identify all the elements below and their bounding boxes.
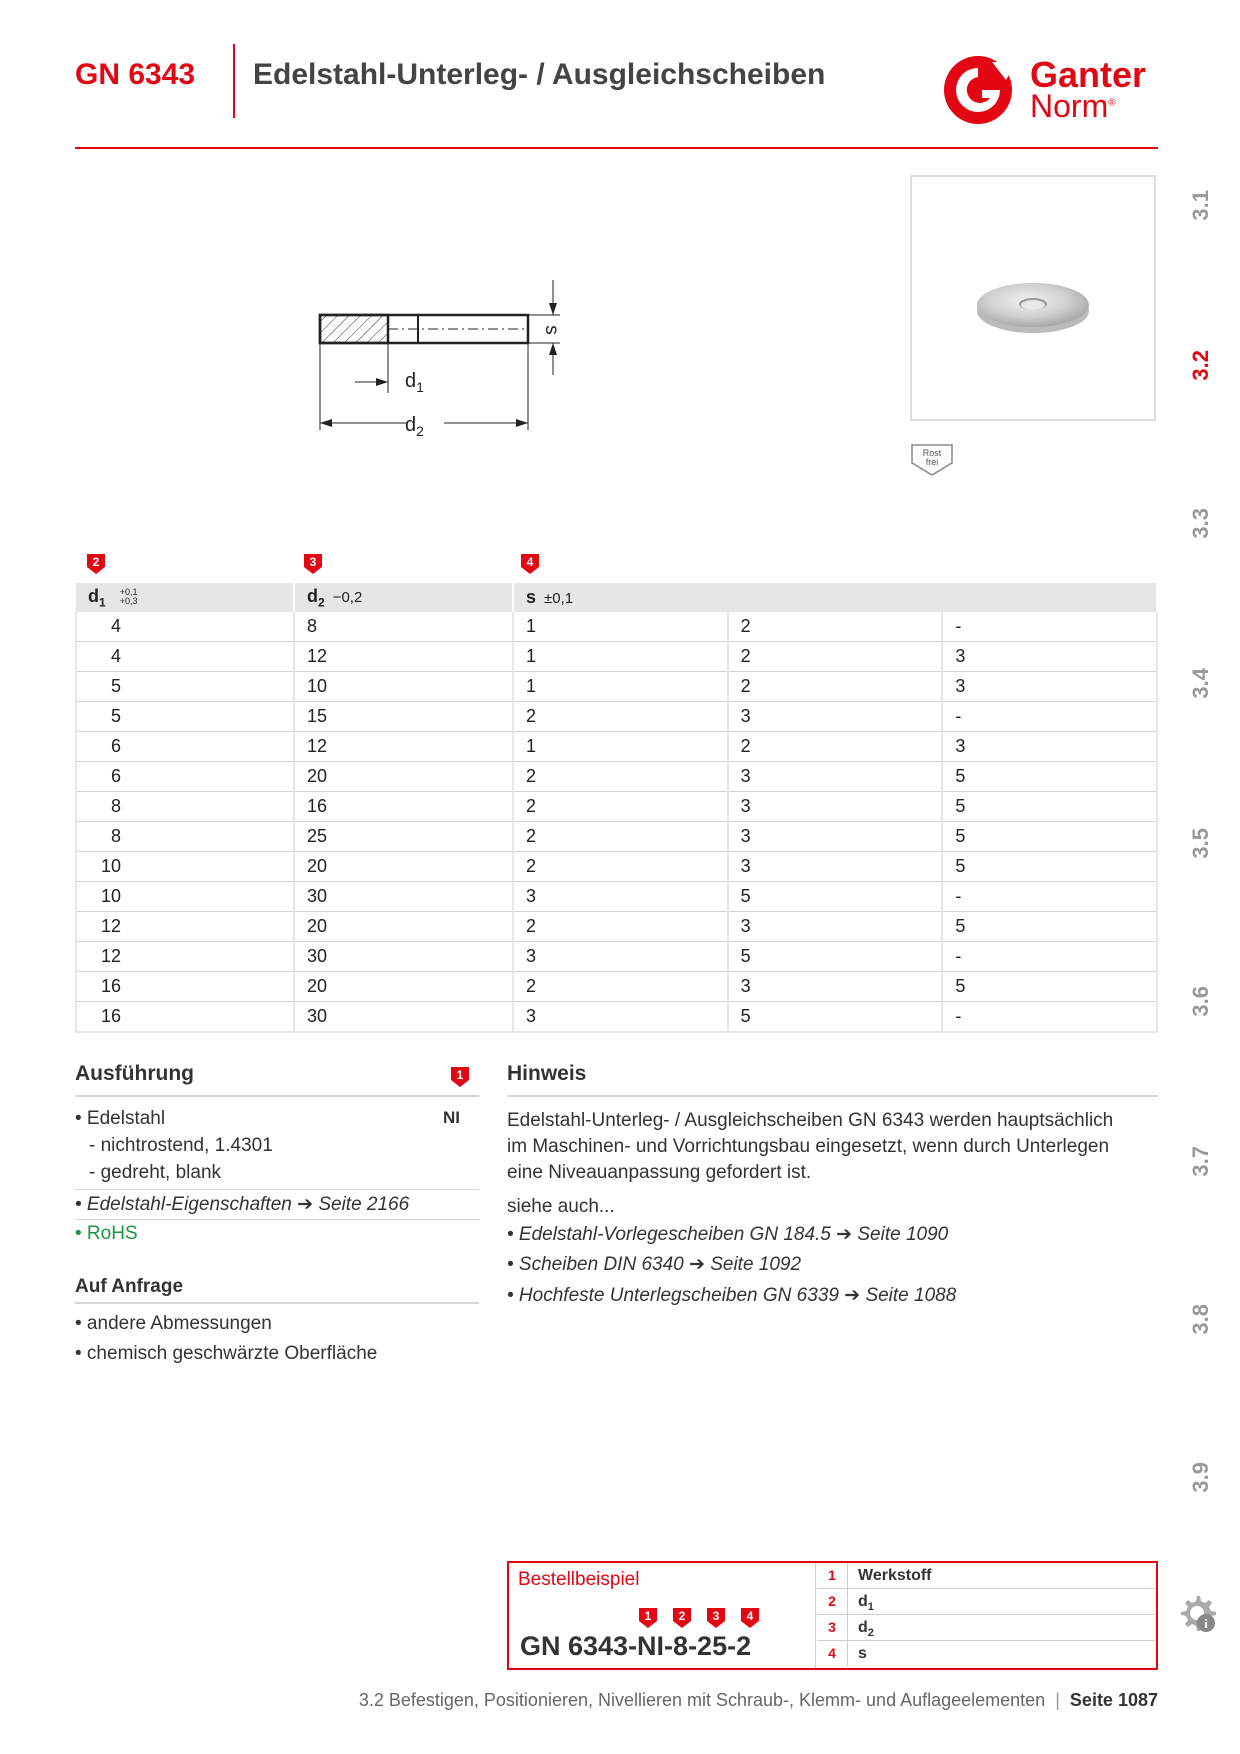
table-row [76,732,1157,762]
svg-text:3: 3 [309,555,317,569]
table-row [76,912,1157,942]
column-marker-1-icon [450,1066,470,1088]
auf-anfrage-heading: Auf Anfrage [75,1276,184,1297]
table-cell: 1 [513,642,728,672]
table-cell: 12 [76,912,294,942]
table-row [76,702,1157,732]
chapter-index-item[interactable]: 3.8 [1188,1304,1213,1335]
table-cell: 16 [76,1002,294,1033]
table-cell: - [942,1002,1157,1033]
table-header-row [76,583,1157,612]
chapter-index-item[interactable]: 3.5 [1188,828,1213,859]
table-cell: 3 [728,792,943,822]
table-row [76,972,1157,1002]
table-cell: 1 [513,672,728,702]
table-cell: 3 [728,702,943,732]
table-cell: 4 [76,612,294,642]
table-cell: 20 [294,852,513,882]
table-cell: 5 [728,942,943,972]
chapter-index-item[interactable]: 3.7 [1188,1146,1213,1177]
table-cell: 6 [76,732,294,762]
table-cell: 2 [728,732,943,762]
table-cell: 3 [513,1002,728,1033]
order-code: GN 6343-NI-8-25-2 [520,1631,752,1661]
svg-text:frei: frei [925,457,939,467]
dimension-table [75,583,1158,1033]
see-also-link-1[interactable]: • Edelstahl-Vorlegescheiben GN 184.5 ➔ Seite 1090 [507,1224,949,1245]
svg-text:Rost: Rost [922,448,942,458]
divider [75,1189,479,1190]
svg-text:2: 2 [92,555,100,569]
table-cell: 2 [513,792,728,822]
header-rule [75,147,1158,149]
order-legend-row: 4 s [817,1641,1155,1666]
table-cell: 20 [294,762,513,792]
see-also-link-2[interactable]: • Scheiben DIN 6340 ➔ Seite 1092 [507,1254,802,1275]
edelstahl-props-link[interactable]: • Edelstahl-Eigenschaften ➔ Seite 2166 [75,1194,410,1215]
column-marker-2-icon [86,553,106,575]
svg-text:i: i [1204,1616,1208,1631]
order-legend-row: 2 $d_1$ [817,1589,1155,1615]
material-code: NI [443,1108,460,1127]
dim-label-d2: $d_2$ [405,414,424,439]
gear-info-icon[interactable] [1176,1592,1218,1634]
table-cell: 1 [513,612,728,642]
table-cell: 3 [942,642,1157,672]
table-body [76,612,1157,1032]
page-number: Seite 1087 [1069,1690,1158,1710]
order-legend-row: 3 $d_2$ [817,1615,1155,1641]
product-code: GN 6343 [75,58,196,91]
order-marker-3-icon [706,1607,726,1629]
table-cell: 20 [294,912,513,942]
table-cell: 30 [294,1002,513,1033]
table-cell: 5 [728,882,943,912]
hinweis-text: Edelstahl-Unterleg- / Ausgleichscheiben GN 6343 werden hauptsächlich im Maschinen- und Vorrichtungsbau eingesetzt, wenn durch Unterlegen eine Niveauanpassung gefordert ist. [507,1110,1114,1183]
table-cell: 3 [942,672,1157,702]
table-cell: 5 [728,1002,943,1033]
table-cell: 5 [942,852,1157,882]
svg-text:4: 4 [526,555,534,569]
hinweis-heading: Hinweis [507,1062,587,1085]
table-cell: 8 [76,792,294,822]
svg-text:4: 4 [746,1609,754,1623]
table-cell: 2 [513,912,728,942]
logo-text-ganter: Ganter [1030,54,1147,95]
dim-label-d1: $d_1$ [405,370,424,395]
table-cell: 3 [728,822,943,852]
svg-text:1: 1 [456,1068,464,1082]
anfrage-item-1: • andere Abmessungen [75,1313,272,1334]
table-cell: 2 [513,762,728,792]
chapter-index-item[interactable]: 3.6 [1188,986,1213,1017]
washer-drawing [310,275,570,440]
table-cell: - [942,882,1157,912]
table-cell: 2 [513,972,728,1002]
table-cell: 12 [294,732,513,762]
table-cell: 10 [76,882,294,912]
table-cell: 5 [76,672,294,702]
washer-image [912,177,1154,419]
table-cell: - [942,942,1157,972]
table-row [76,852,1157,882]
ganter-logo-icon [942,54,1022,126]
column-marker-4-icon [520,553,540,575]
table-row [76,822,1157,852]
header-separator [233,44,235,118]
table-cell: 10 [76,852,294,882]
page-footer: 3.2 Befestigen, Positionieren, Nivellieren mit Schraub-, Klemm- und Auflageelementen | Seite 1087 [358,1690,1158,1710]
table-cell: 3 [728,852,943,882]
ausfuehrung-rule [75,1095,479,1097]
order-legend-row: 1 Werkstoff [817,1563,1155,1589]
chapter-index-item[interactable]: 3.2 [1188,350,1213,381]
hinweis-rule [507,1095,1158,1097]
order-example-label: Bestellbeispiel [518,1569,640,1590]
anfrage-item-2: • chemisch geschwärzte Oberfläche [75,1343,378,1364]
order-divider [815,1563,816,1668]
chapter-index-item[interactable]: 3.4 [1188,668,1213,699]
material-sub-2: - gedreht, blank [89,1162,222,1183]
table-cell: 16 [294,792,513,822]
table-cell: 3 [728,972,943,1002]
table-cell: - [942,612,1157,642]
order-marker-2-icon [672,1607,692,1629]
page-title: Edelstahl-Unterleg- / Ausgleichscheiben [253,58,826,91]
table-cell: 20 [294,972,513,1002]
table-cell: 12 [76,942,294,972]
table-cell: 2 [513,852,728,882]
rohs-item: • RoHS [75,1223,138,1244]
table-cell: 3 [728,912,943,942]
material-item: • Edelstahl [75,1108,166,1129]
table-cell: 3 [942,732,1157,762]
order-marker-1-icon [638,1607,658,1629]
material-sub-1: - nichtrostend, 1.4301 [89,1135,273,1156]
table-cell: 30 [294,882,513,912]
divider [75,1219,479,1220]
table-cell: 2 [513,702,728,732]
table-cell: 10 [294,672,513,702]
table-row [76,882,1157,912]
table-cell: 12 [294,642,513,672]
header-d1: $d_1+0,1$ +0,3 [76,583,294,612]
table-cell: 16 [76,972,294,1002]
table-cell: 5 [942,792,1157,822]
table-cell: 15 [294,702,513,732]
svg-text:3: 3 [712,1609,720,1623]
table-row [76,942,1157,972]
table-cell: 3 [513,882,728,912]
order-marker-4-icon [740,1607,760,1629]
table-cell: 2 [513,822,728,852]
table-cell: 3 [728,762,943,792]
header-d2: $d_2 -0,2$ [294,583,513,612]
rost-frei-badge-icon [910,443,954,477]
chapter-index-item[interactable]: 3.1 [1188,190,1213,221]
table-cell: 25 [294,822,513,852]
dim-label-s: s [540,325,562,335]
chapter-index-item[interactable]: 3.3 [1188,508,1213,539]
see-also-label: siehe auch... [507,1196,615,1217]
svg-text:1: 1 [644,1609,652,1623]
table-cell: 4 [76,642,294,672]
table-cell: 5 [76,702,294,732]
table-row [76,642,1157,672]
product-photo [910,175,1156,421]
table-cell: 6 [76,762,294,792]
column-marker-3-icon [303,553,323,575]
header-s: s ±0,1 [513,583,1157,612]
table-row [76,792,1157,822]
logo-text-norm: Norm® [1030,88,1116,124]
see-also-link-3[interactable]: • Hochfeste Unterlegscheiben GN 6339 ➔ Seite 1088 [507,1285,957,1306]
auf-anfrage-rule [75,1302,479,1304]
table-row [76,1002,1157,1033]
table-cell: 2 [728,672,943,702]
table-row [76,672,1157,702]
table-cell: 5 [942,762,1157,792]
table-row [76,762,1157,792]
table-cell: 30 [294,942,513,972]
table-cell: 8 [76,822,294,852]
table-cell: 5 [942,912,1157,942]
chapter-index-item[interactable]: 3.9 [1188,1462,1213,1493]
table-cell: 2 [728,642,943,672]
table-cell: 5 [942,822,1157,852]
table-row [76,612,1157,642]
table-cell: 1 [513,732,728,762]
table-cell: 8 [294,612,513,642]
ausfuehrung-heading: Ausführung [75,1062,194,1085]
table-cell: 3 [513,942,728,972]
table-cell: - [942,702,1157,732]
svg-text:2: 2 [678,1609,686,1623]
table-cell: 5 [942,972,1157,1002]
table-cell: 2 [728,612,943,642]
